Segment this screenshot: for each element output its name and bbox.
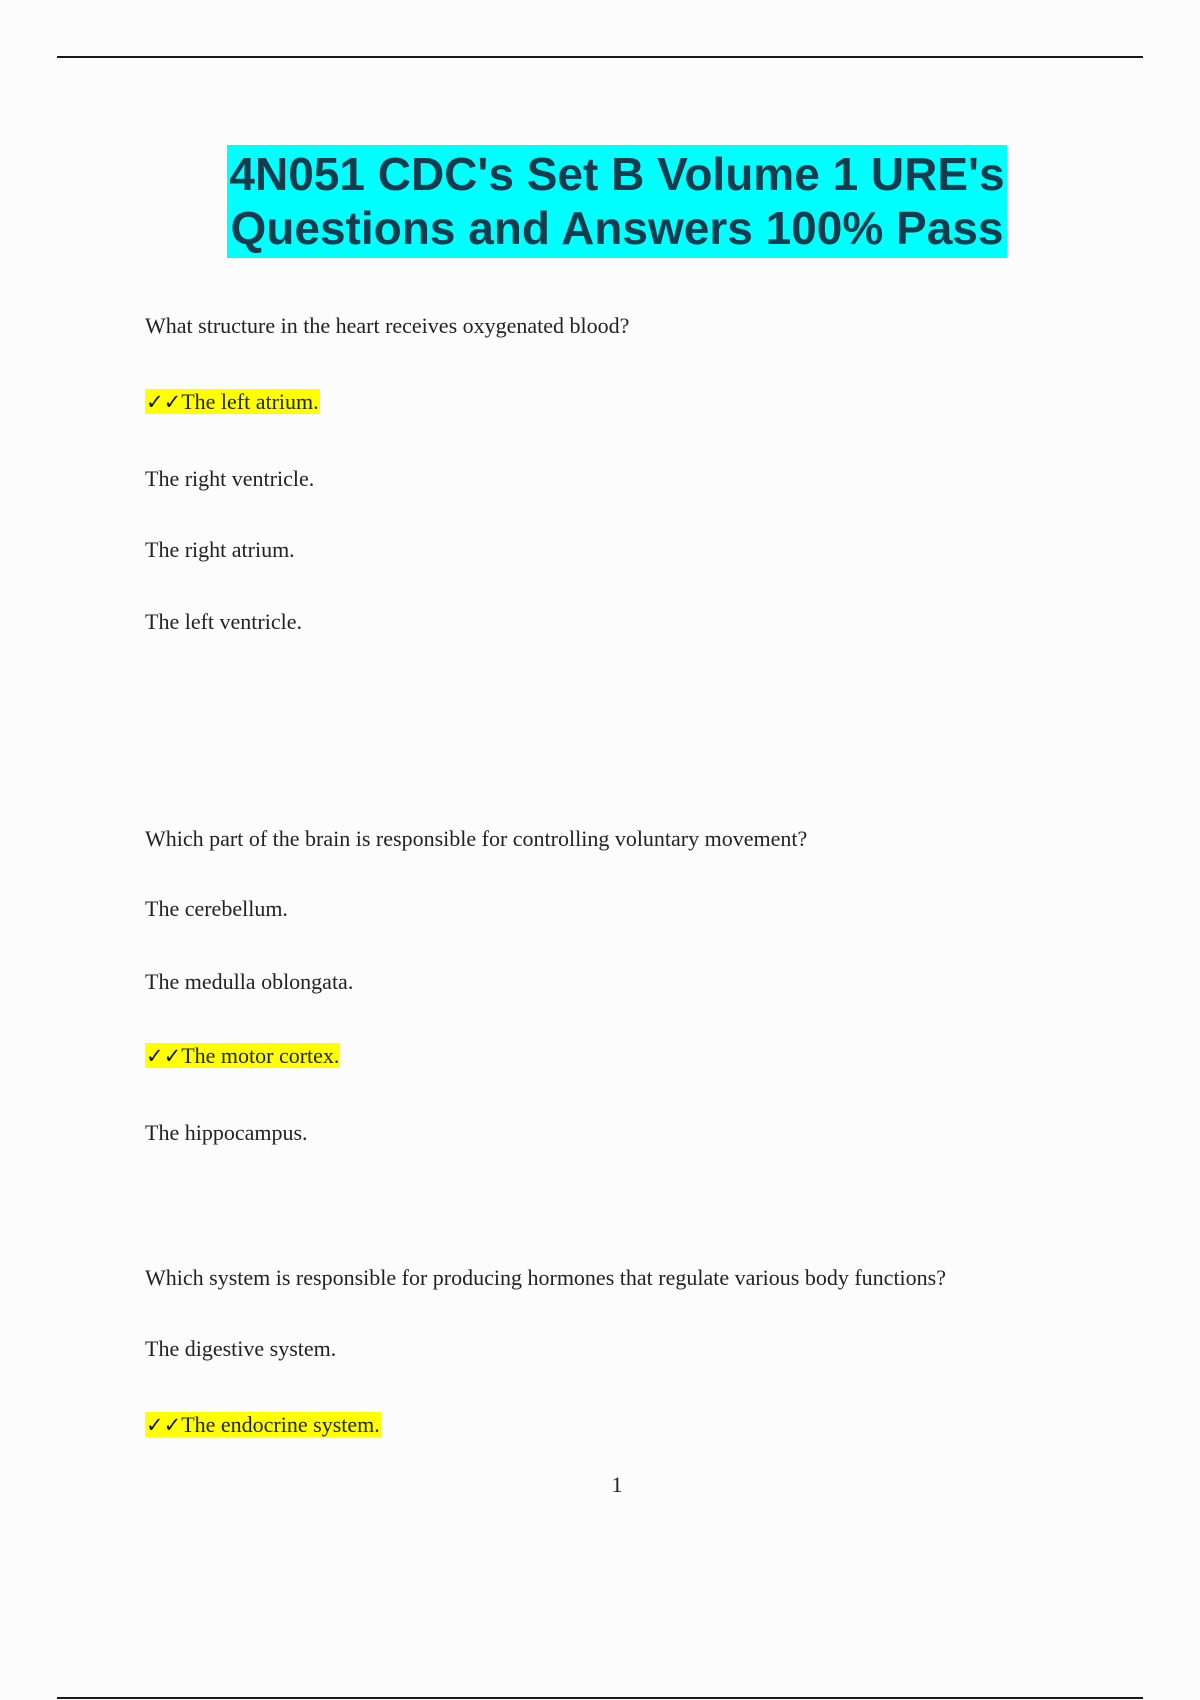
answer-option (145, 1410, 381, 1440)
answer-option: The hippocampus. (145, 1120, 308, 1145)
title-line-2: Questions and Answers 100% Pass (230, 202, 1004, 254)
answer-option (145, 1041, 340, 1071)
answer-option (145, 387, 320, 417)
answer-option: The left ventricle. (145, 609, 302, 634)
top-rule (57, 56, 1143, 58)
check-icon: ✓✓ (146, 1413, 182, 1437)
answer-option: The digestive system. (145, 1336, 337, 1361)
answer-option: The right atrium. (145, 537, 295, 562)
check-icon: ✓✓ (146, 390, 182, 414)
title-block (0, 145, 1200, 258)
question-2: Which part of the brain is responsible for controlling voluntary movement? (145, 826, 808, 851)
title-line-1: 4N051 CDC's Set B Volume 1 URE's (229, 148, 1005, 200)
correct-answer-highlight: ✓✓The left atrium. (146, 389, 319, 414)
page-number: 1 (611, 1472, 623, 1497)
bottom-rule (57, 1697, 1143, 1699)
document-title (227, 145, 1006, 258)
answer-option: The right ventricle. (145, 466, 315, 491)
question-3: Which system is responsible for producing hormones that regulate various body functions? (145, 1265, 946, 1290)
answer-option: The cerebellum. (145, 896, 288, 921)
answer-option: The medulla oblongata. (145, 969, 354, 994)
check-icon: ✓✓ (146, 1044, 182, 1068)
question-1: What structure in the heart receives oxygenated blood? (145, 313, 630, 338)
correct-answer-highlight: ✓✓The endocrine system. (146, 1412, 380, 1437)
correct-answer-highlight: ✓✓The motor cortex. (146, 1043, 340, 1068)
